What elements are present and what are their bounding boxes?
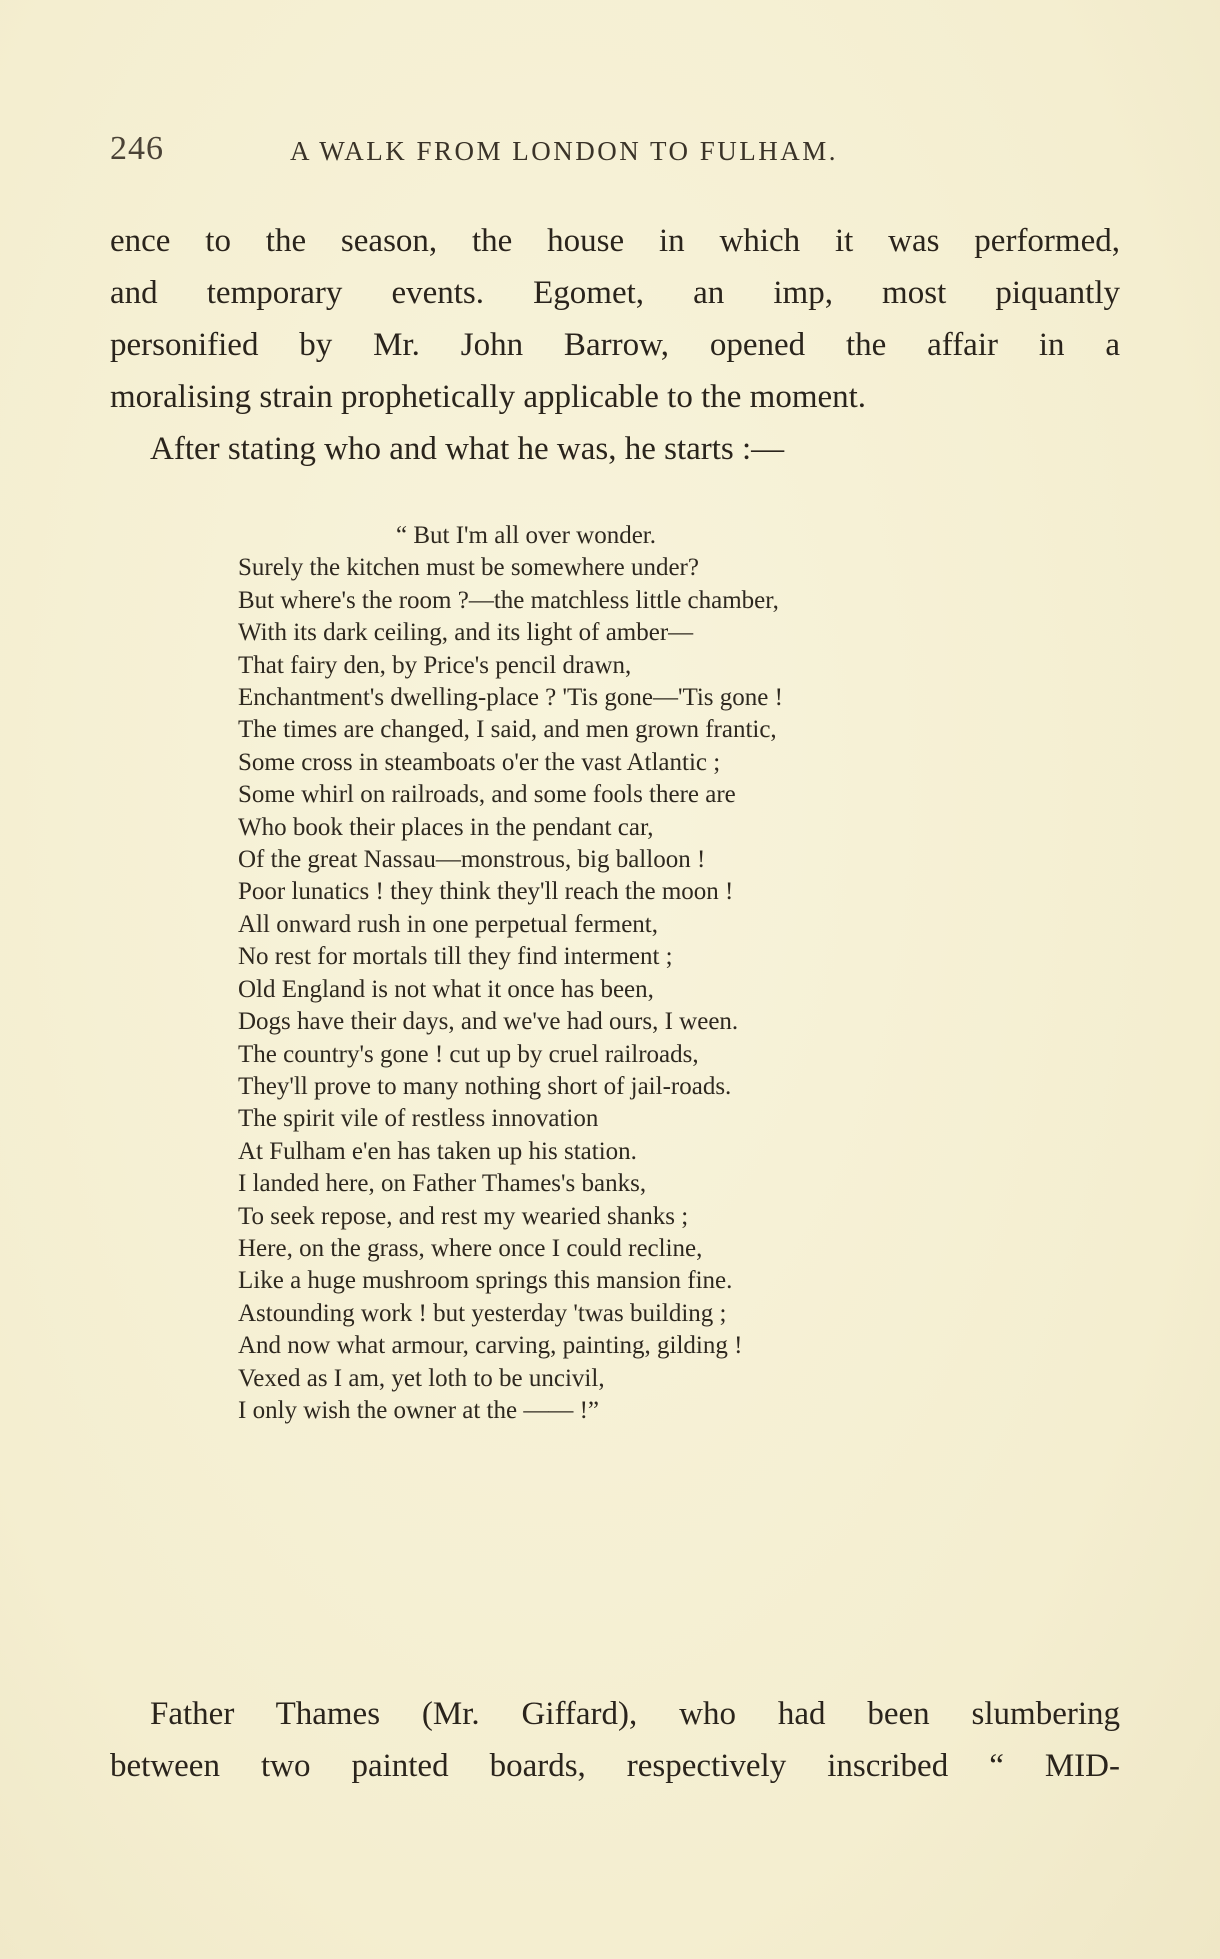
verse-line: To seek repose, and rest my wearied shanks ; [238,1202,689,1230]
page-number: 246 [110,130,164,167]
verse-line: Who book their places in the pendant car, [238,813,654,841]
verse-line: The country's gone ! cut up by cruel railroads, [238,1040,699,1068]
verse-line: Here, on the grass, where once I could recline, [238,1234,703,1262]
verse-line: At Fulham e'en has taken up his station. [238,1137,637,1165]
prose-line: between two painted boards, respectively inscribed “ MID- [110,1748,1120,1784]
prose-line: ence to the season, the house in which it was performed, [110,223,1120,259]
verse-line: No rest for mortals till they find interment ; [238,943,673,971]
verse-line: Poor lunatics ! they think they'll reach the moon ! [238,878,734,906]
verse-line: Some whirl on railroads, and some fools there are [238,781,736,809]
prose-paragraph-top [110,215,1120,475]
verse-line: Like a huge mushroom springs this mansion fine. [238,1267,733,1295]
page-header [110,130,1120,178]
verse-line: Surely the kitchen must be somewhere under? [238,554,699,582]
verse-line: Old England is not what it once has been, [238,975,654,1003]
verse-line: They'll prove to many nothing short of jail-roads. [238,1072,732,1100]
verse-line: I only wish the owner at the —— !” [238,1396,600,1424]
verse-line: Vexed as I am, yet loth to be uncivil, [238,1364,605,1392]
verse-quotation [238,520,1058,1427]
verse-line: Dogs have their days, and we've had ours, I ween. [238,1008,739,1036]
verse-line: I landed here, on Father Thames's banks, [238,1170,647,1198]
prose-paragraph-bottom [110,1688,1120,1792]
prose-line: moralising strain prophetically applicable to the moment. [110,379,867,415]
prose-line: After stating who and what he was, he starts :— [150,431,785,467]
verse-line: Astounding work ! but yesterday 'twas building ; [238,1299,727,1327]
verse-line: “ But I'm all over wonder. [396,522,656,549]
prose-line: Father Thames (Mr. Giffard), who had been slumbering [150,1696,1120,1732]
verse-line: But where's the room ?—the matchless little chamber, [238,586,779,614]
verse-line: That fairy den, by Price's pencil drawn, [238,651,632,679]
verse-line: The spirit vile of restless innovation [238,1105,599,1133]
verse-line: Enchantment's dwelling-place ? 'Tis gone—'Tis gone ! [238,684,783,712]
verse-line: Of the great Nassau—monstrous, big balloon ! [238,846,706,874]
verse-line: With its dark ceiling, and its light of amber— [238,619,694,647]
prose-line: personified by Mr. John Barrow, opened the affair in a [110,327,1120,363]
verse-line: All onward rush in one perpetual ferment, [238,910,659,938]
verse-line: Some cross in steamboats o'er the vast Atlantic ; [238,748,721,776]
running-head: A WALK FROM LONDON TO FULHAM. [290,136,839,166]
verse-line: The times are changed, I said, and men grown frantic, [238,716,777,744]
verse-line: And now what armour, carving, painting, gilding ! [238,1332,743,1360]
prose-line: and temporary events. Egomet, an imp, most piquantly [110,275,1120,311]
